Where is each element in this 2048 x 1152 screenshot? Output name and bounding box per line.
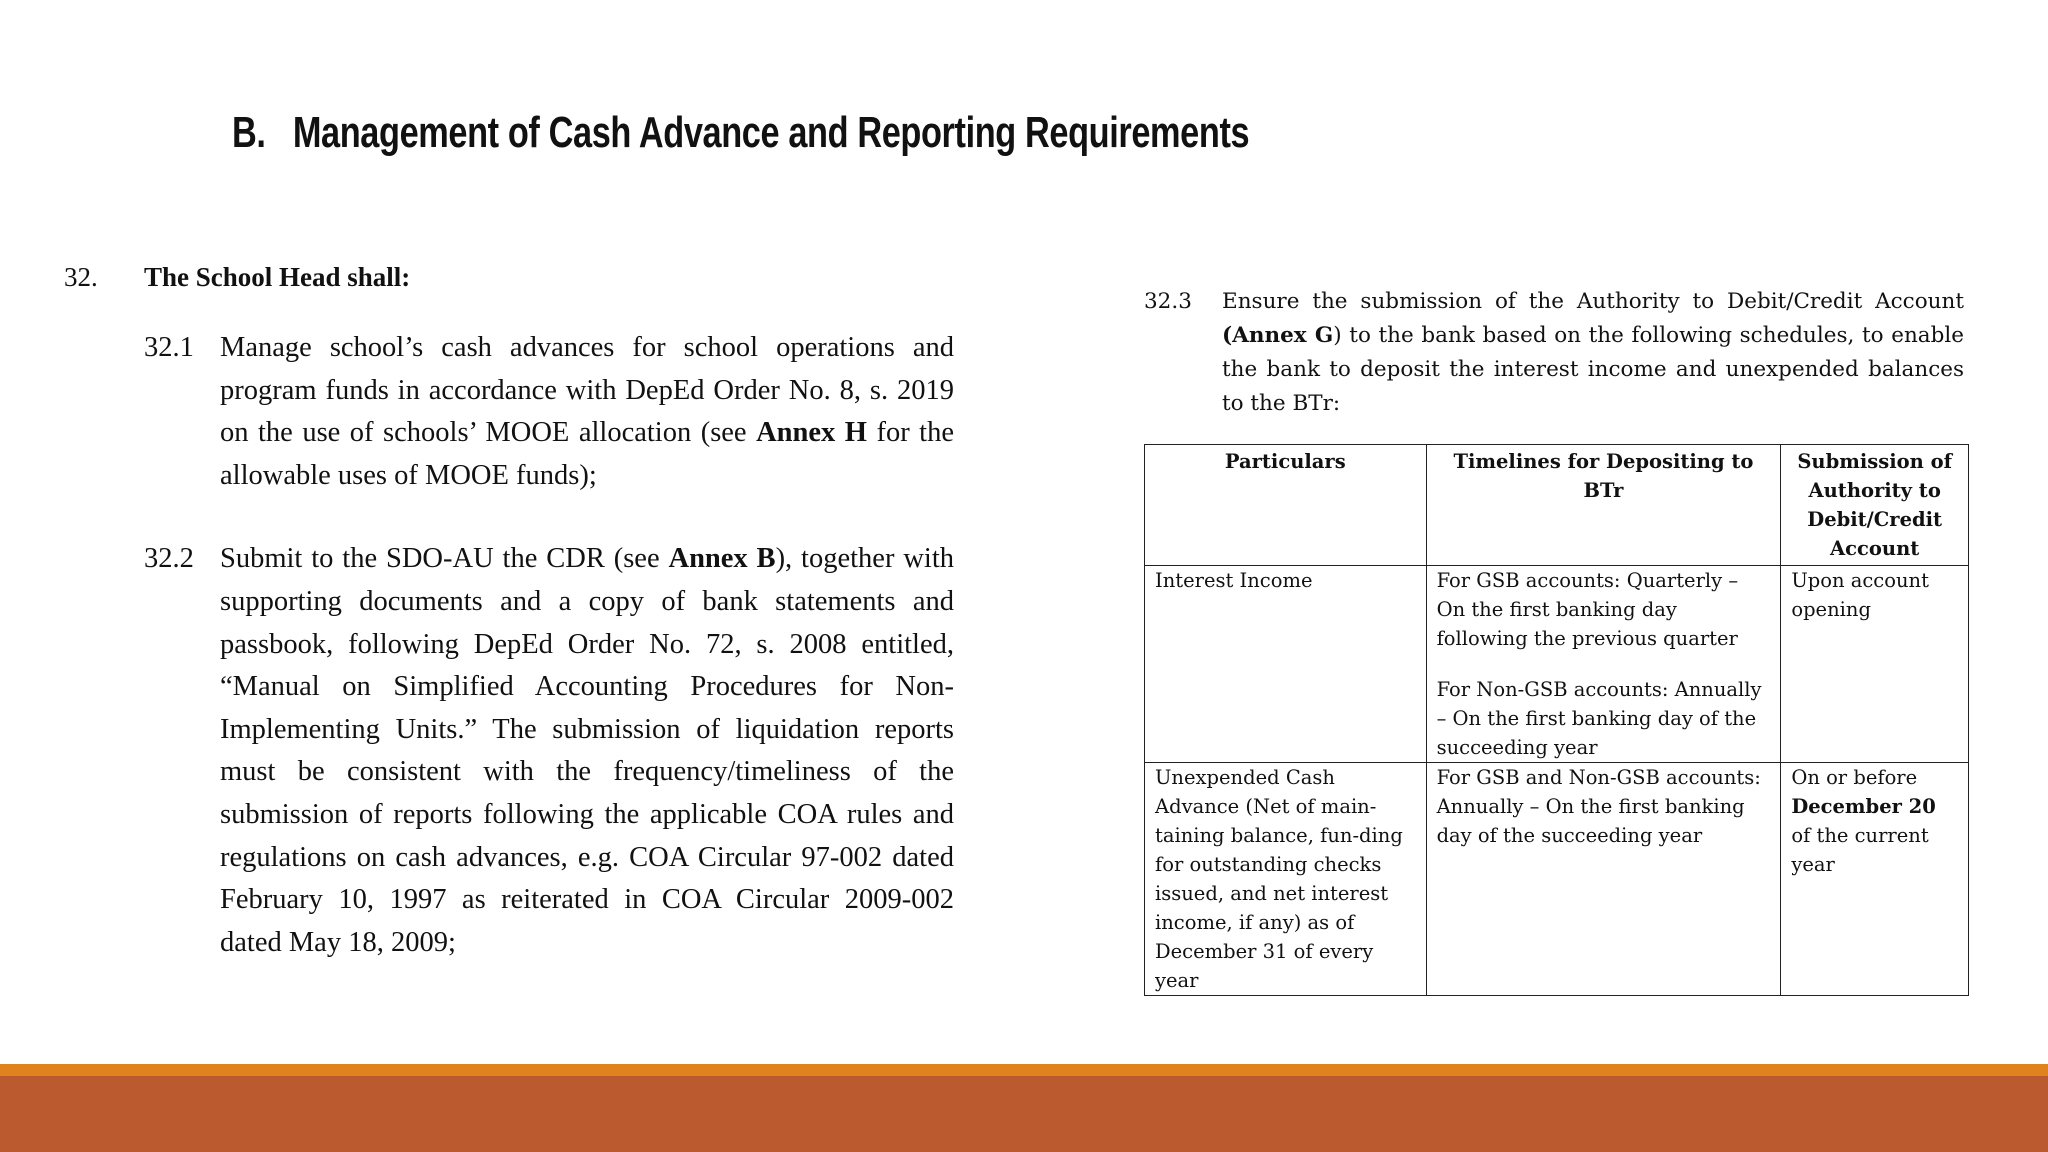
page-title [232, 108, 1249, 158]
annex-reference: (Annex G [1222, 323, 1334, 348]
schedule-table [1144, 444, 1969, 996]
section-heading [64, 262, 964, 293]
item-text: Submit to the SDO-AU the CDR (see Annex B), together with supporting documents and a copy of bank statements and passbook, following DepEd Order No. 72, s. 2008 entitled, “Manual on Simplified Accounting Procedures for Non-Implementing Units.” The submission of liquidation reports must be consistent with the frequency/timeliness of the submission of reports following the applicable COA rules and regulations on cash advances, e.g. COA Circular 97-002 dated February 10, 1997 as reiterated in COA Circular 2009-002 dated May 18, 2009; [220, 543, 954, 958]
column-header: Submission of Authority to Debit/Credit Account [1781, 445, 1969, 566]
footer-accent-line [0, 1064, 2048, 1076]
column-header: Timelines for Depositing to BTr [1426, 445, 1781, 566]
list-item [1144, 285, 1964, 421]
left-column [64, 262, 964, 964]
section-number: 32. [64, 262, 98, 292]
section-title: The School Head shall: [144, 262, 411, 292]
item-number: 32.2 [144, 543, 194, 575]
annex-reference: Annex H [756, 417, 867, 449]
right-column [1144, 285, 1964, 421]
item-text: Ensure the submission of the Authority to Debit/Credit Account (Annex G) to the bank based on the following schedules, to enable the bank to deposit the interest income and unexpended balances to the BTr: [1222, 289, 1964, 416]
item-number: 32.1 [144, 332, 194, 363]
table-row [1145, 566, 1969, 763]
title-letter: B. [232, 108, 266, 157]
title-text: Management of Cash Advance and Reporting Requirements [292, 108, 1250, 157]
deadline-date: December 20 [1791, 795, 1936, 818]
table-cell: On or before December 20 of the current year [1781, 763, 1969, 996]
table-cell: Interest Income [1145, 566, 1427, 763]
footer-band [0, 1076, 2048, 1152]
column-header: Particulars [1145, 445, 1427, 566]
table-header-row [1145, 445, 1969, 566]
table-cell: Upon account opening [1781, 566, 1969, 763]
table-cell: For GSB and Non-GSB accounts: Annually – On the first banking day of the succeeding year [1426, 763, 1781, 996]
table-row [1145, 763, 1969, 996]
list-item [144, 538, 964, 964]
annex-reference: Annex B [668, 543, 776, 575]
item-text: Manage school’s cash advances for school operations and program funds in accordance with DepEd Order No. 8, s. 2019 on the use of schools’ MOOE allocation (see Annex H for the allowable uses of MOOE funds); [220, 332, 954, 491]
list-item [144, 327, 964, 497]
table-cell: Unexpended Cash Advance (Net of main-taining balance, fun-ding for outstanding checks issued, and net interest income, if any) as of December 31 of every year [1145, 763, 1427, 996]
table-cell: For GSB accounts: Quarterly – On the first banking day following the previous quarter For Non-GSB accounts: Annually – On the first banking day of the succeeding year [1426, 566, 1781, 763]
item-number: 32.3 [1144, 289, 1192, 314]
